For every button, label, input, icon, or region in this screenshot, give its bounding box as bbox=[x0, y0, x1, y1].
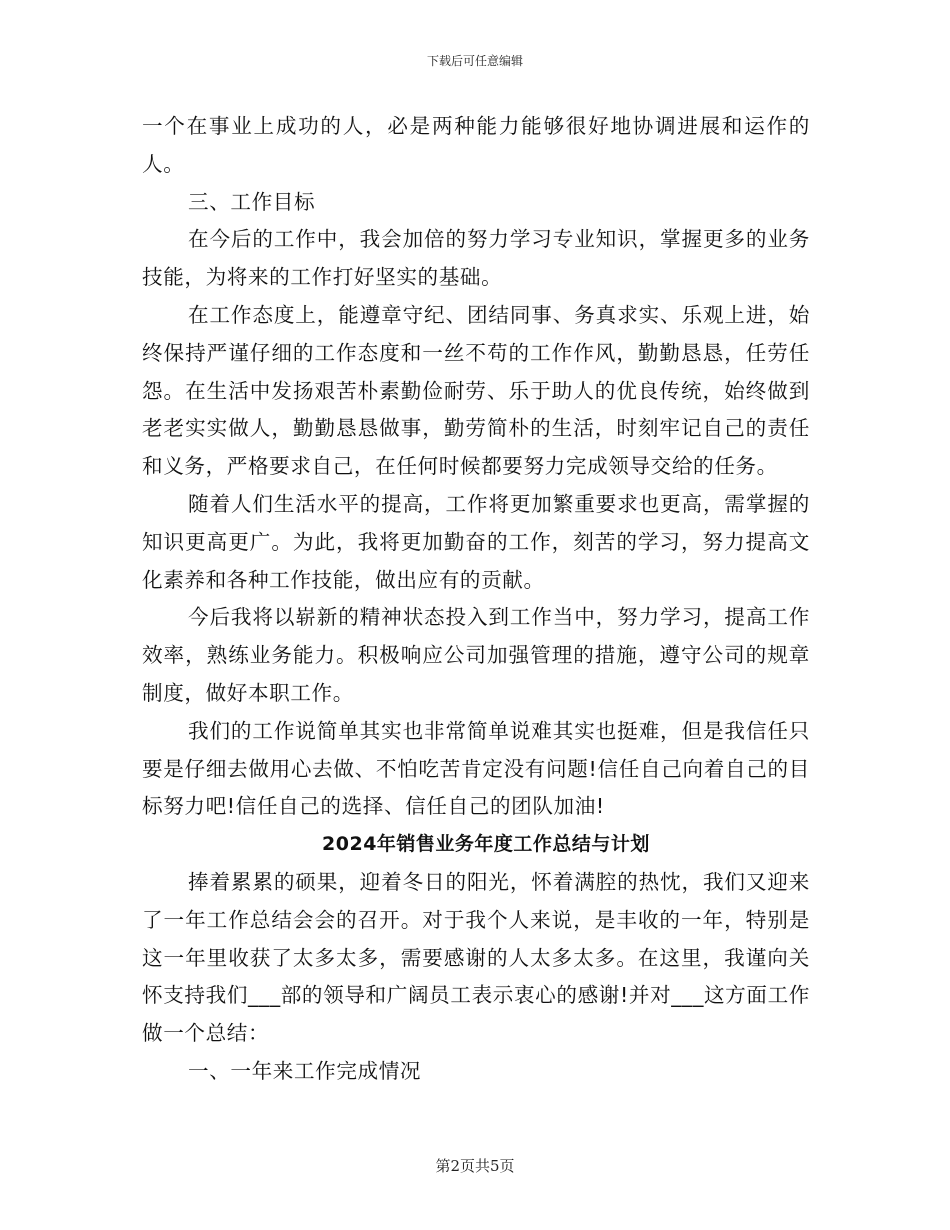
section-heading-work-goals: 三、工作目标 bbox=[188, 189, 316, 214]
section-heading-completion: 一、一年来工作完成情况 bbox=[188, 1058, 422, 1083]
page-header-note: 下载后可任意编辑 bbox=[426, 54, 523, 68]
paragraph-work-attitude: 在工作态度上，能遵章守纪、团结同事、务真求实、乐观上进，始终保持严谨仔细的工作态度和一丝不苟的工作作风，勤勤恳恳，任劳任怨。在生活中发扬艰苦朴素勤俭耐劳、乐于助人的优良传统，始终做到老老实实做人，勤勤恳恳做事，勤劳简朴的生活，时刻牢记自己的责任和义务，严格要求自己，在任何时候都要努力完成领导交给的任务。 bbox=[142, 302, 810, 479]
paragraph-new-spirit: 今后我将以崭新的精神状态投入到工作当中，努力学习，提高工作效率，熟练业务能力。积极响应公司加强管理的措施，遵守公司的规章制度，做好本职工作。 bbox=[142, 605, 810, 705]
paragraph-living-standard: 随着人们生活水平的提高，工作将更加繁重要求也更高，需掌握的知识更高更广。为此，我将更加勤奋的工作，刻苦的学习，努力提高文化素养和各种工作技能，做出应有的贡献。 bbox=[142, 491, 810, 592]
paragraph-future-study: 在今后的工作中，我会加倍的努力学习专业知识，掌握更多的业务技能，为将来的工作打好坚实的基础。 bbox=[142, 227, 810, 290]
document-title: 2024年销售业务年度工作总结与计划 bbox=[322, 833, 650, 856]
paragraph-success-ability: 一个在事业上成功的人，必是两种能力能够很好地协调进展和运作的人。 bbox=[142, 114, 810, 176]
page-footer-number: 第2页共5页 bbox=[435, 1157, 515, 1175]
paragraph-confidence: 我们的工作说简单其实也非常简单说难其实也挺难，但是我信任只要是仔细去做用心去做、不怕吃苦肯定没有问题!信任自己向着自己的目标努力吧!信任自己的选择、信任自己的团队加油! bbox=[142, 718, 810, 819]
document-body bbox=[142, 108, 810, 1091]
paragraph-harvest-year: 捧着累累的硕果，迎着冬日的阳光，怀着满腔的热忱，我们又迎来了一年工作总结会会的召开。对于我个人来说，是丰收的一年，特别是这一年里收获了太多太多，需要感谢的人太多太多。在这里，我谨向关怀支持我们___部的领导和广阔员工表示衷心的感谢!并对___这方面工作做一个总结： bbox=[142, 869, 810, 1046]
